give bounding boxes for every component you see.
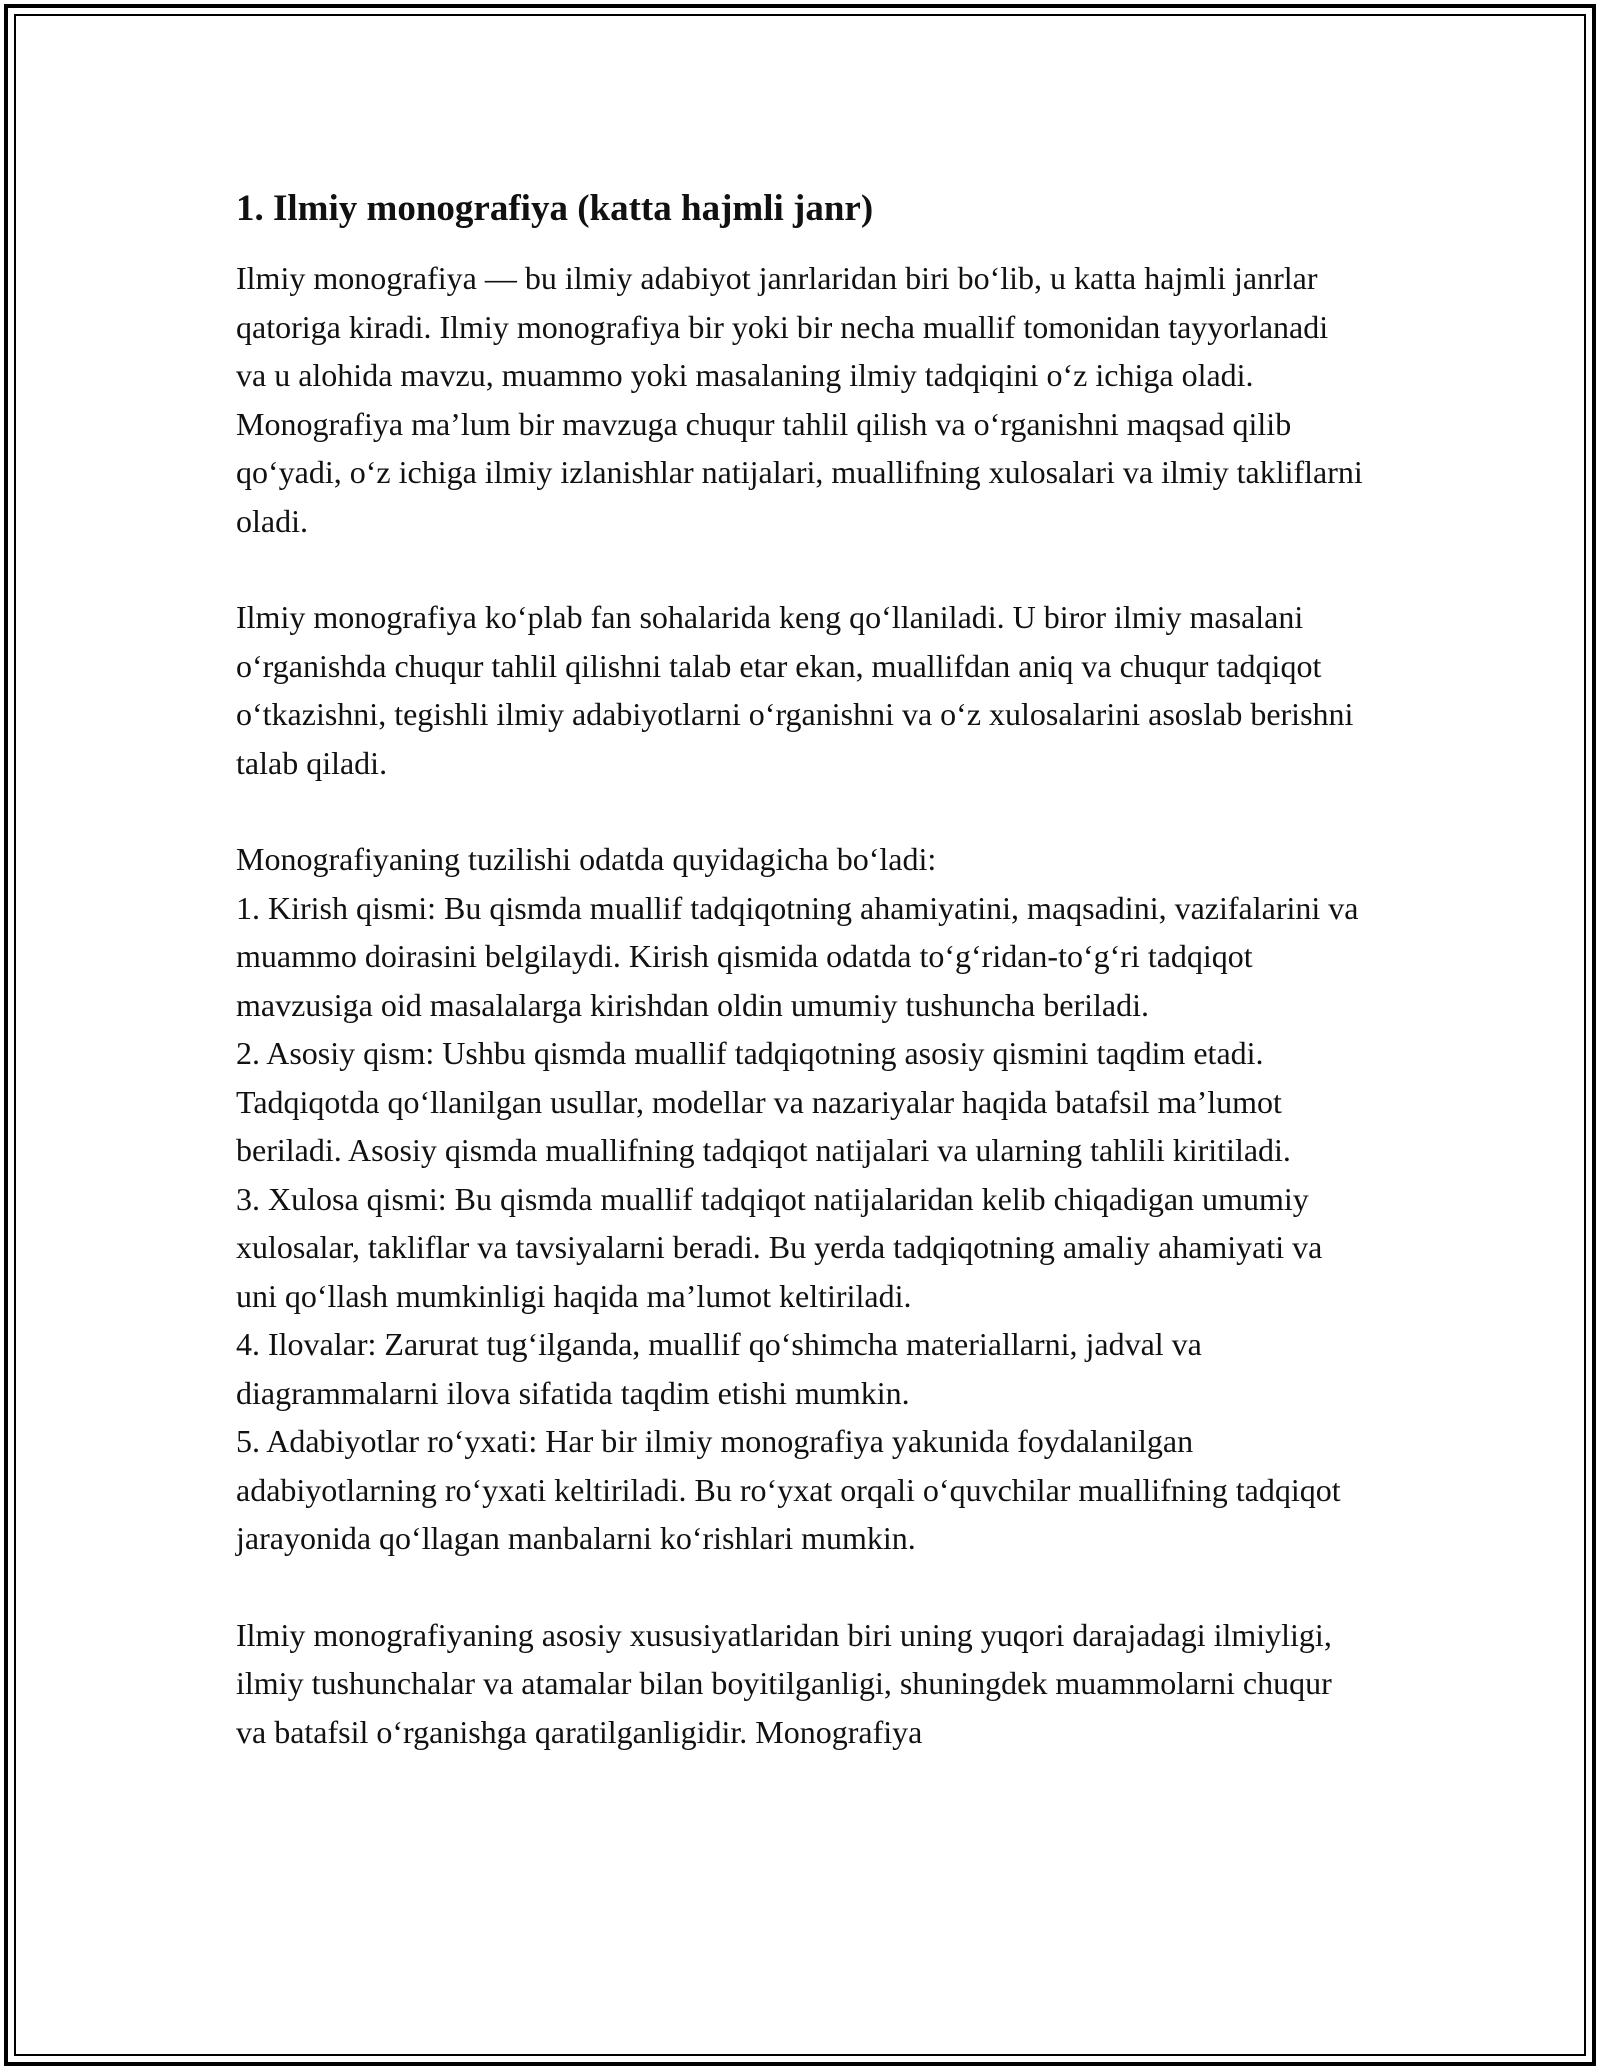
section-heading: 1. Ilmiy monografiya (katta hajmli janr) [236,188,874,229]
structure-item-main-part: 2. Asosiy qism: Ushbu qismda muallif tadqiqotning asosiy qismini taqdim etadi. Tadqiqotda qo‘llanilgan usullar, modellar va nazariyalar haqida batafsil ma’lumot beriladi. Asosiy qismda muallifning tadqiqot natijalari va ularning tahlili kiritiladi. [236,1035,1291,1168]
paragraph-usage: Ilmiy monografiya ko‘plab fan sohalarida keng qo‘llaniladi. U biror ilmiy masalani o‘rganishda chuqur tahlil qilishni talab etar ekan, muallifdan aniq va chuqur tadqiqot o‘tkazishni, tegishli ilmiy adabiyotlarni o‘rganishni va o‘z xulosalarini asoslab berishni talab qiladi. [236,599,1354,781]
paragraph-features: Ilmiy monografiyaning asosiy xususiyatlaridan biri uning yuqori darajadagi ilmiyligi, ilmiy tushunchalar va atamalar bilan boyitilganligi, shuningdek muammolarni chuqur va batafsil o‘rganishga qaratilganligidir. Monografiya [236,1616,1332,1750]
document-body [236,186,1366,1756]
structure-item-references: 5. Adabiyotlar ro‘yxati: Har bir ilmiy monografiya yakunida foydalanilgan adabiyotlarning ro‘yxati keltiriladi. Bu ro‘yxat orqali o‘quvchilar muallifning tadqiqot jarayonida qo‘llagan manbalarni ko‘rishlari mumkin. [236,1423,1341,1556]
structure-item-appendices: 4. Ilovalar: Zarurat tug‘ilganda, muallif qo‘shimcha materiallarni, jadval va diagrammalarni ilova sifatida taqdim etishi mumkin. [236,1326,1202,1411]
paragraph-definition: Ilmiy monografiya — bu ilmiy adabiyot janrlaridan biri bo‘lib, u katta hajmli janrlar qatoriga kiradi. Ilmiy monografiya bir yoki bir necha muallif tomonidan tayyorlanadi va u alohida mavzu, muammo yoki masalaning ilmiy tadqiqini o‘z ichiga oladi. Monografiya ma’lum bir mavzuga chuqur tahlil qilish va o‘rganishni maqsad qilib qo‘yadi, o‘z ichiga ilmiy izlanishlar natijalari, muallifning xulosalari va ilmiy takliflarni oladi. [236,260,1363,539]
structure-item-conclusion: 3. Xulosa qismi: Bu qismda muallif tadqiqot natijalaridan kelib chiqadigan umumiy xulosalar, takliflar va tavsiyalarni beradi. Bu yerda tadqiqotning amaliy ahamiyati va uni qo‘llash mumkinligi haqida ma’lumot keltiriladi. [236,1180,1323,1314]
structure-list [236,835,1366,1563]
structure-item-introduction: 1. Kirish qismi: Bu qismda muallif tadqiqotning ahamiyatini, maqsadini, vazifalarini va muammo doirasini belgilaydi. Kirish qismida odatda to‘g‘ridan-to‘g‘ri tadqiqot mavzusiga oid masalalarga kirishdan oldin umumiy tushuncha beriladi. [236,889,1359,1023]
structure-list-intro: Monografiyaning tuzilishi odatda quyidagicha bo‘ladi: [236,841,937,877]
